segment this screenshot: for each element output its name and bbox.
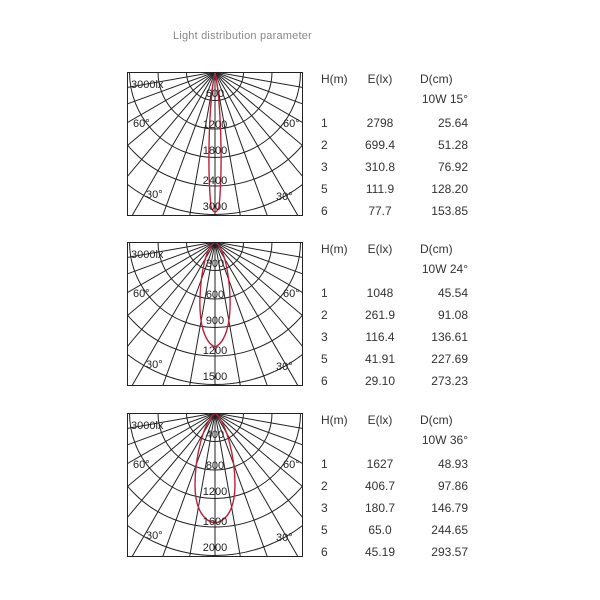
row-diameter: 227.69 bbox=[431, 352, 468, 366]
row-height: 2 bbox=[321, 138, 328, 152]
row-illuminance: 2798 bbox=[366, 116, 394, 130]
row-height: 5 bbox=[321, 523, 328, 537]
grid-spoke bbox=[215, 413, 303, 482]
row-illuminance: 1627 bbox=[366, 457, 394, 471]
ring-label: 1600 bbox=[202, 516, 228, 528]
angle-label-30-left: 30° bbox=[146, 359, 163, 371]
row-height: 3 bbox=[321, 160, 328, 174]
polar-grid bbox=[127, 413, 303, 557]
polar-diagram bbox=[127, 72, 303, 216]
header-diameter: D(cm) bbox=[420, 413, 453, 427]
row-height: 3 bbox=[321, 330, 328, 344]
lux-label: 3000lx bbox=[131, 79, 164, 91]
row-illuminance: 116.4 bbox=[365, 330, 395, 344]
row-illuminance: 77.7 bbox=[368, 204, 392, 218]
row-height: 1 bbox=[321, 286, 328, 300]
angle-label-60-right: 60° bbox=[283, 118, 300, 130]
ring-label: 1200 bbox=[202, 345, 228, 357]
angle-label-30-right: 30° bbox=[276, 191, 293, 203]
ring-label: 400 bbox=[205, 429, 225, 441]
distribution-block-24 bbox=[0, 242, 600, 402]
lux-label: 3000lx bbox=[131, 249, 164, 261]
row-illuminance: 29.10 bbox=[364, 374, 396, 388]
ring-label: 600 bbox=[205, 88, 225, 100]
distribution-block-15 bbox=[0, 72, 600, 232]
angle-label-60-right: 60° bbox=[283, 288, 300, 300]
row-diameter: 25.64 bbox=[437, 116, 468, 130]
row-diameter: 153.85 bbox=[431, 204, 468, 218]
ring-label: 300 bbox=[205, 258, 225, 270]
grid-spoke bbox=[215, 72, 303, 209]
row-diameter: 128.20 bbox=[431, 182, 468, 196]
row-height: 6 bbox=[321, 374, 328, 388]
row-diameter: 48.93 bbox=[437, 457, 468, 471]
distribution-block-36 bbox=[0, 413, 600, 573]
angle-label-60-left: 60° bbox=[133, 118, 150, 130]
ring-label: 2000 bbox=[202, 542, 228, 554]
row-diameter: 146.79 bbox=[431, 501, 468, 515]
header-illuminance: E(lx) bbox=[367, 413, 393, 427]
row-height: 5 bbox=[321, 352, 328, 366]
row-illuminance: 45.19 bbox=[364, 545, 396, 559]
row-illuminance: 310.8 bbox=[364, 160, 396, 174]
row-diameter: 51.28 bbox=[437, 138, 468, 152]
row-height: 6 bbox=[321, 204, 328, 218]
grid-spoke bbox=[215, 413, 303, 550]
grid-spoke bbox=[215, 242, 303, 379]
row-diameter: 244.65 bbox=[431, 523, 468, 537]
polar-grid bbox=[127, 242, 303, 386]
row-height: 6 bbox=[321, 545, 328, 559]
row-height: 3 bbox=[321, 501, 328, 515]
row-height: 1 bbox=[321, 457, 328, 471]
row-diameter: 293.57 bbox=[431, 545, 468, 559]
angle-label-30-left: 30° bbox=[146, 530, 163, 542]
ring-label: 800 bbox=[205, 460, 225, 472]
polar-diagram bbox=[127, 413, 303, 557]
row-illuminance: 180.7 bbox=[364, 501, 396, 515]
angle-label-60-left: 60° bbox=[133, 288, 150, 300]
row-illuminance: 261.9 bbox=[364, 308, 396, 322]
row-height: 1 bbox=[321, 116, 328, 130]
model-label: 10W 15° bbox=[421, 92, 468, 106]
row-height: 2 bbox=[321, 479, 328, 493]
ring-label: 1200 bbox=[202, 486, 228, 498]
model-label: 10W 36° bbox=[421, 433, 468, 447]
row-diameter: 91.08 bbox=[437, 308, 468, 322]
angle-label-30-right: 30° bbox=[276, 361, 293, 373]
row-illuminance: 111.9 bbox=[365, 182, 395, 196]
polar-grid bbox=[127, 72, 303, 216]
row-diameter: 273.23 bbox=[431, 374, 468, 388]
header-height: H(m) bbox=[321, 72, 348, 86]
header-height: H(m) bbox=[321, 242, 348, 256]
polar-diagram bbox=[127, 242, 303, 386]
lux-label: 3000lx bbox=[131, 420, 164, 432]
ring-label: 900 bbox=[205, 315, 225, 327]
angle-label-60-left: 60° bbox=[133, 459, 150, 471]
row-diameter: 97.86 bbox=[437, 479, 468, 493]
row-diameter: 45.54 bbox=[437, 286, 468, 300]
header-diameter: D(cm) bbox=[420, 72, 453, 86]
ring-label: 2400 bbox=[202, 175, 228, 187]
grid-spoke bbox=[127, 242, 215, 379]
grid-spoke bbox=[215, 72, 303, 141]
angle-label-30-left: 30° bbox=[146, 189, 163, 201]
row-illuminance: 41.91 bbox=[364, 352, 396, 366]
header-illuminance: E(lx) bbox=[367, 72, 393, 86]
grid-spoke bbox=[127, 413, 215, 550]
header-diameter: D(cm) bbox=[420, 242, 453, 256]
header-illuminance: E(lx) bbox=[367, 242, 393, 256]
row-diameter: 136.61 bbox=[431, 330, 468, 344]
ring-label: 3000 bbox=[202, 201, 228, 213]
row-diameter: 76.92 bbox=[437, 160, 468, 174]
angle-label-30-right: 30° bbox=[276, 532, 293, 544]
row-illuminance: 406.7 bbox=[364, 479, 396, 493]
row-illuminance: 1048 bbox=[366, 286, 394, 300]
ring-label: 1500 bbox=[202, 371, 228, 383]
row-height: 5 bbox=[321, 182, 328, 196]
header-height: H(m) bbox=[321, 413, 348, 427]
page-title: Light distribution parameter bbox=[173, 30, 312, 42]
row-illuminance: 699.4 bbox=[364, 138, 396, 152]
model-label: 10W 24° bbox=[421, 262, 468, 276]
ring-label: 1200 bbox=[202, 119, 228, 131]
grid-spoke bbox=[127, 72, 215, 209]
ring-label: 1800 bbox=[202, 145, 228, 157]
row-illuminance: 65.0 bbox=[368, 523, 392, 537]
row-height: 2 bbox=[321, 308, 328, 322]
ring-label: 600 bbox=[205, 289, 225, 301]
angle-label-60-right: 60° bbox=[283, 459, 300, 471]
